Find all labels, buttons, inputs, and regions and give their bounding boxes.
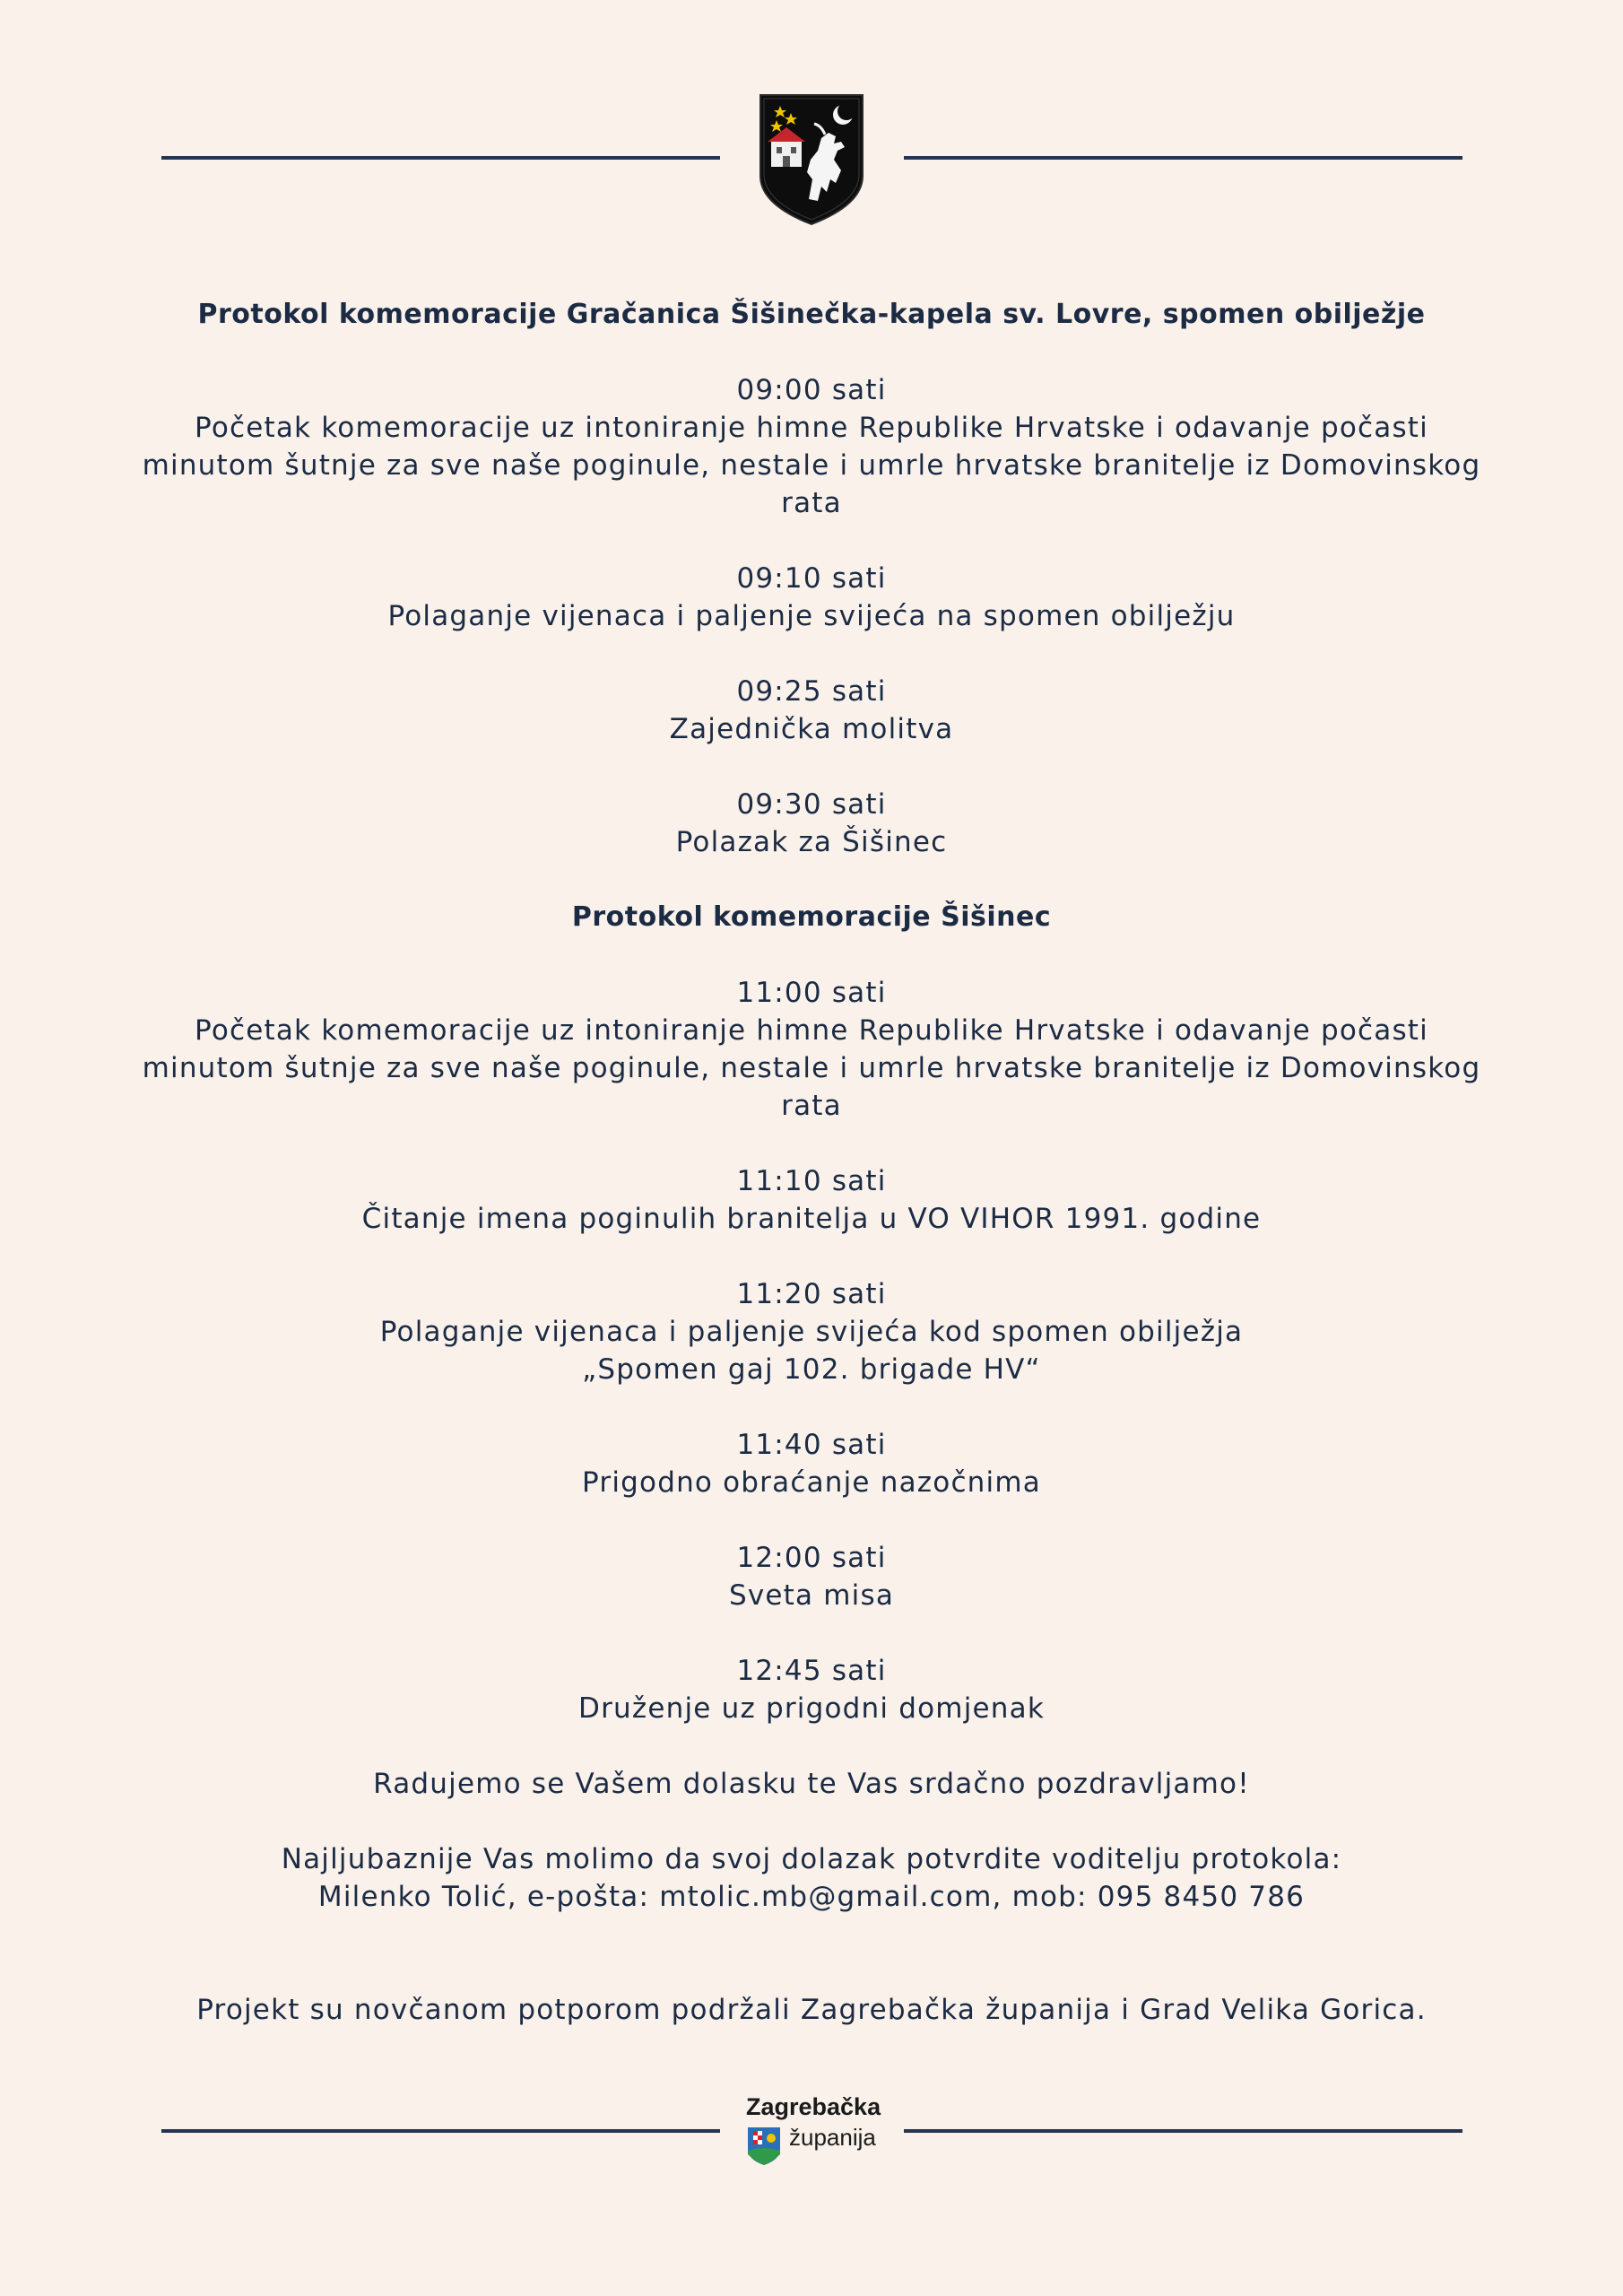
support-note bbox=[135, 1991, 1488, 2029]
schedule-item bbox=[135, 974, 1488, 1125]
schedule-item bbox=[135, 673, 1488, 748]
schedule-text: Polaganje vijenaca i paljenje svijeća na spomen obilježju bbox=[387, 600, 1236, 632]
schedule-item bbox=[135, 560, 1488, 635]
zagrebacka-zupanija-logo bbox=[735, 2093, 897, 2174]
schedule-item bbox=[135, 1162, 1488, 1238]
schedule-time: 09:25 sati bbox=[736, 675, 887, 708]
schedule-item bbox=[135, 1652, 1488, 1727]
schedule-text: Polazak za Šišinec bbox=[675, 826, 948, 858]
section-sisinec bbox=[135, 899, 1488, 1727]
schedule-item bbox=[135, 786, 1488, 861]
rsvp bbox=[135, 1840, 1488, 1916]
schedule-time: 09:30 sati bbox=[736, 788, 887, 821]
bottom-divider-left bbox=[161, 2129, 720, 2133]
schedule-text: Početak komemoracije uz intoniranje himne Republike Hrvatske i odavanje počasti bbox=[195, 412, 1428, 444]
schedule-text: Polaganje vijenaca i paljenje svijeća kod spomen obilježja bbox=[379, 1316, 1244, 1348]
schedule-text: Čitanje imena poginulih branitelja u VO VIHOR 1991. godine bbox=[361, 1203, 1262, 1235]
schedule-text: minutom šutnje za sve naše poginule, nestale i umrle hrvatske branitelje iz Domovinskog bbox=[142, 449, 1481, 482]
greeting bbox=[135, 1765, 1488, 1803]
schedule-text: Zajednička molitva bbox=[669, 713, 954, 745]
schedule-text: minutom šutnje za sve naše poginule, nestale i umrle hrvatske branitelje iz Domovinskog bbox=[142, 1052, 1481, 1084]
schedule-text: Druženje uz prigodni domjenak bbox=[578, 1692, 1045, 1725]
schedule-item bbox=[135, 1426, 1488, 1501]
schedule-time: 09:10 sati bbox=[736, 562, 887, 595]
support-text: Projekt su novčanom potporom podržali Zagrebačka županija i Grad Velika Gorica. bbox=[196, 1994, 1427, 2026]
schedule-time: 11:20 sati bbox=[736, 1278, 887, 1310]
rsvp-contact: Milenko Tolić, e-pošta: mtolic.mb@gmail.com, mob: 095 8450 786 bbox=[317, 1881, 1306, 1913]
schedule-time: 11:40 sati bbox=[736, 1429, 887, 1461]
county-shield-icon bbox=[746, 2126, 782, 2167]
bottom-divider-right bbox=[904, 2129, 1462, 2133]
schedule-time: 09:00 sati bbox=[736, 374, 887, 406]
schedule-text: Prigodno obraćanje nazočnima bbox=[582, 1466, 1041, 1499]
top-divider-left bbox=[161, 156, 720, 160]
section-heading: Protokol komemoracije Šišinec bbox=[571, 901, 1052, 933]
logo-title: Zagrebačka bbox=[746, 2093, 881, 2120]
protocol-document bbox=[135, 296, 1488, 2029]
schedule-item bbox=[135, 1275, 1488, 1388]
logo-subtitle: županija bbox=[789, 2124, 876, 2151]
section-gracanica bbox=[135, 296, 1488, 861]
schedule-time: 12:45 sati bbox=[736, 1655, 887, 1687]
schedule-text: „Spomen gaj 102. brigade HV“ bbox=[582, 1353, 1041, 1386]
schedule-time: 11:00 sati bbox=[736, 977, 887, 1009]
schedule-text: Početak komemoracije uz intoniranje himne Republike Hrvatske i odavanje počasti bbox=[195, 1014, 1428, 1047]
schedule-item bbox=[135, 371, 1488, 522]
section-heading: Protokol komemoracije Gračanica Šišinečka-kapela sv. Lovre, spomen obilježje bbox=[197, 299, 1426, 330]
greeting-text: Radujemo se Vašem dolasku te Vas srdačno pozdravljamo! bbox=[373, 1768, 1250, 1800]
schedule-time: 12:00 sati bbox=[736, 1542, 887, 1574]
schedule-text: rata bbox=[781, 1090, 842, 1122]
rsvp-text: Najljubaznije Vas molimo da svoj dolazak potvrdite voditelju protokola: bbox=[281, 1843, 1342, 1875]
top-divider-right bbox=[904, 156, 1462, 160]
coat-of-arms-icon bbox=[759, 93, 864, 226]
schedule-text: Sveta misa bbox=[728, 1579, 895, 1612]
schedule-text: rata bbox=[781, 487, 842, 519]
schedule-item bbox=[135, 1539, 1488, 1614]
schedule-time: 11:10 sati bbox=[736, 1165, 887, 1197]
